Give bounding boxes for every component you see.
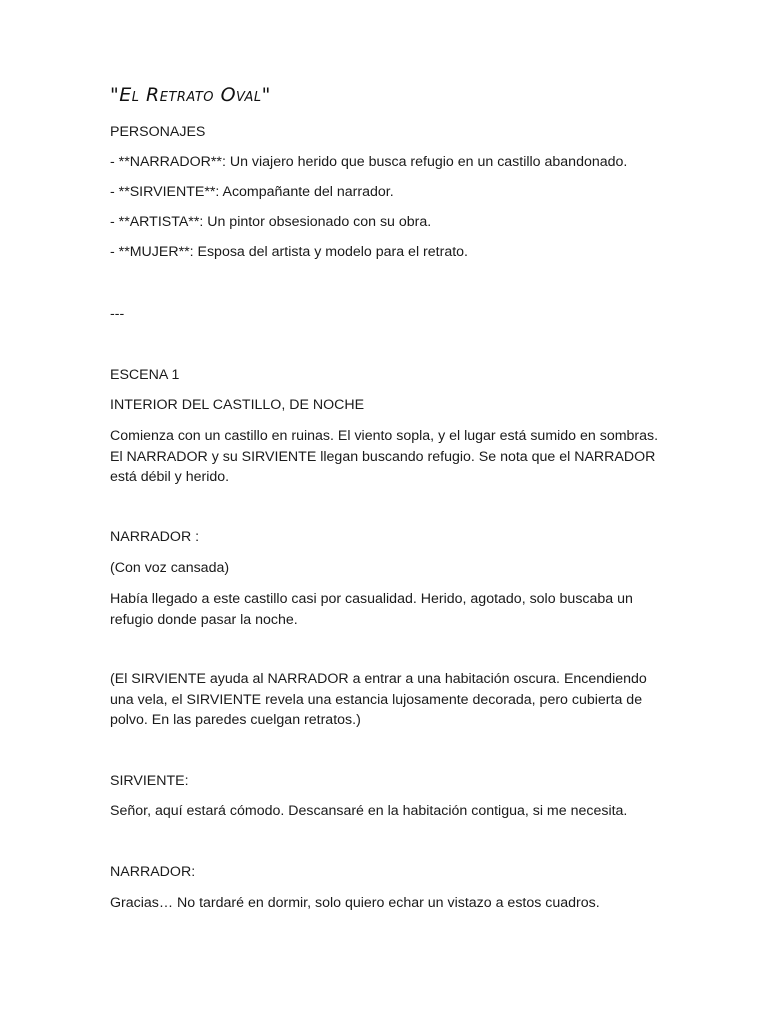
speaker-narrador-1: NARRADOR : <box>110 529 200 545</box>
dialogue-sirviente: Señor, aquí estará cómodo. Descansaré en la habitación contigua, si me necesita. <box>110 803 628 819</box>
dialogue-narrador-2: Gracias… No tardaré en dormir, solo quiero echar un vistazo a estos cuadros. <box>110 895 600 911</box>
scene-heading: ESCENA 1 <box>110 367 180 383</box>
characters-heading: PERSONAJES <box>110 124 206 140</box>
character-narrador: - **NARRADOR**: Un viajero herido que busca refugio en un castillo abandonado. <box>110 154 628 170</box>
character-artista: - **ARTISTA**: Un pintor obsesionado con su obra. <box>110 214 432 230</box>
stage-direction-2: (El SIRVIENTE ayuda al NARRADOR a entrar a una habitación oscura. Encendiendo una vela, el SIRVIENTE revela una estancia lujosamente decorada, pero cubierta de polvo. En las paredes cuelgan retratos.) <box>110 671 647 728</box>
scene-description: Comienza con un castillo en ruinas. El viento sopla, y el lugar está sumido en sombras. El NARRADOR y su SIRVIENTE llegan buscando refugio. Se nota que el NARRADOR está débil y herido. <box>110 428 659 485</box>
speaker-narrador-2: NARRADOR: <box>110 864 196 880</box>
document-title: "El Retrato Oval" <box>110 84 271 106</box>
character-mujer: - **MUJER**: Esposa del artista y modelo para el retrato. <box>110 244 468 260</box>
speaker-sirviente: SIRVIENTE: <box>110 773 189 789</box>
section-separator: --- <box>110 306 125 322</box>
scene-location: INTERIOR DEL CASTILLO, DE NOCHE <box>110 397 365 413</box>
dialogue-narrador-1: Había llegado a este castillo casi por casualidad. Herido, agotado, solo buscaba un refugio donde pasar la noche. <box>110 591 633 628</box>
stage-direction-1: (Con voz cansada) <box>110 560 230 576</box>
character-sirviente: - **SIRVIENTE**: Acompañante del narrador. <box>110 184 394 200</box>
